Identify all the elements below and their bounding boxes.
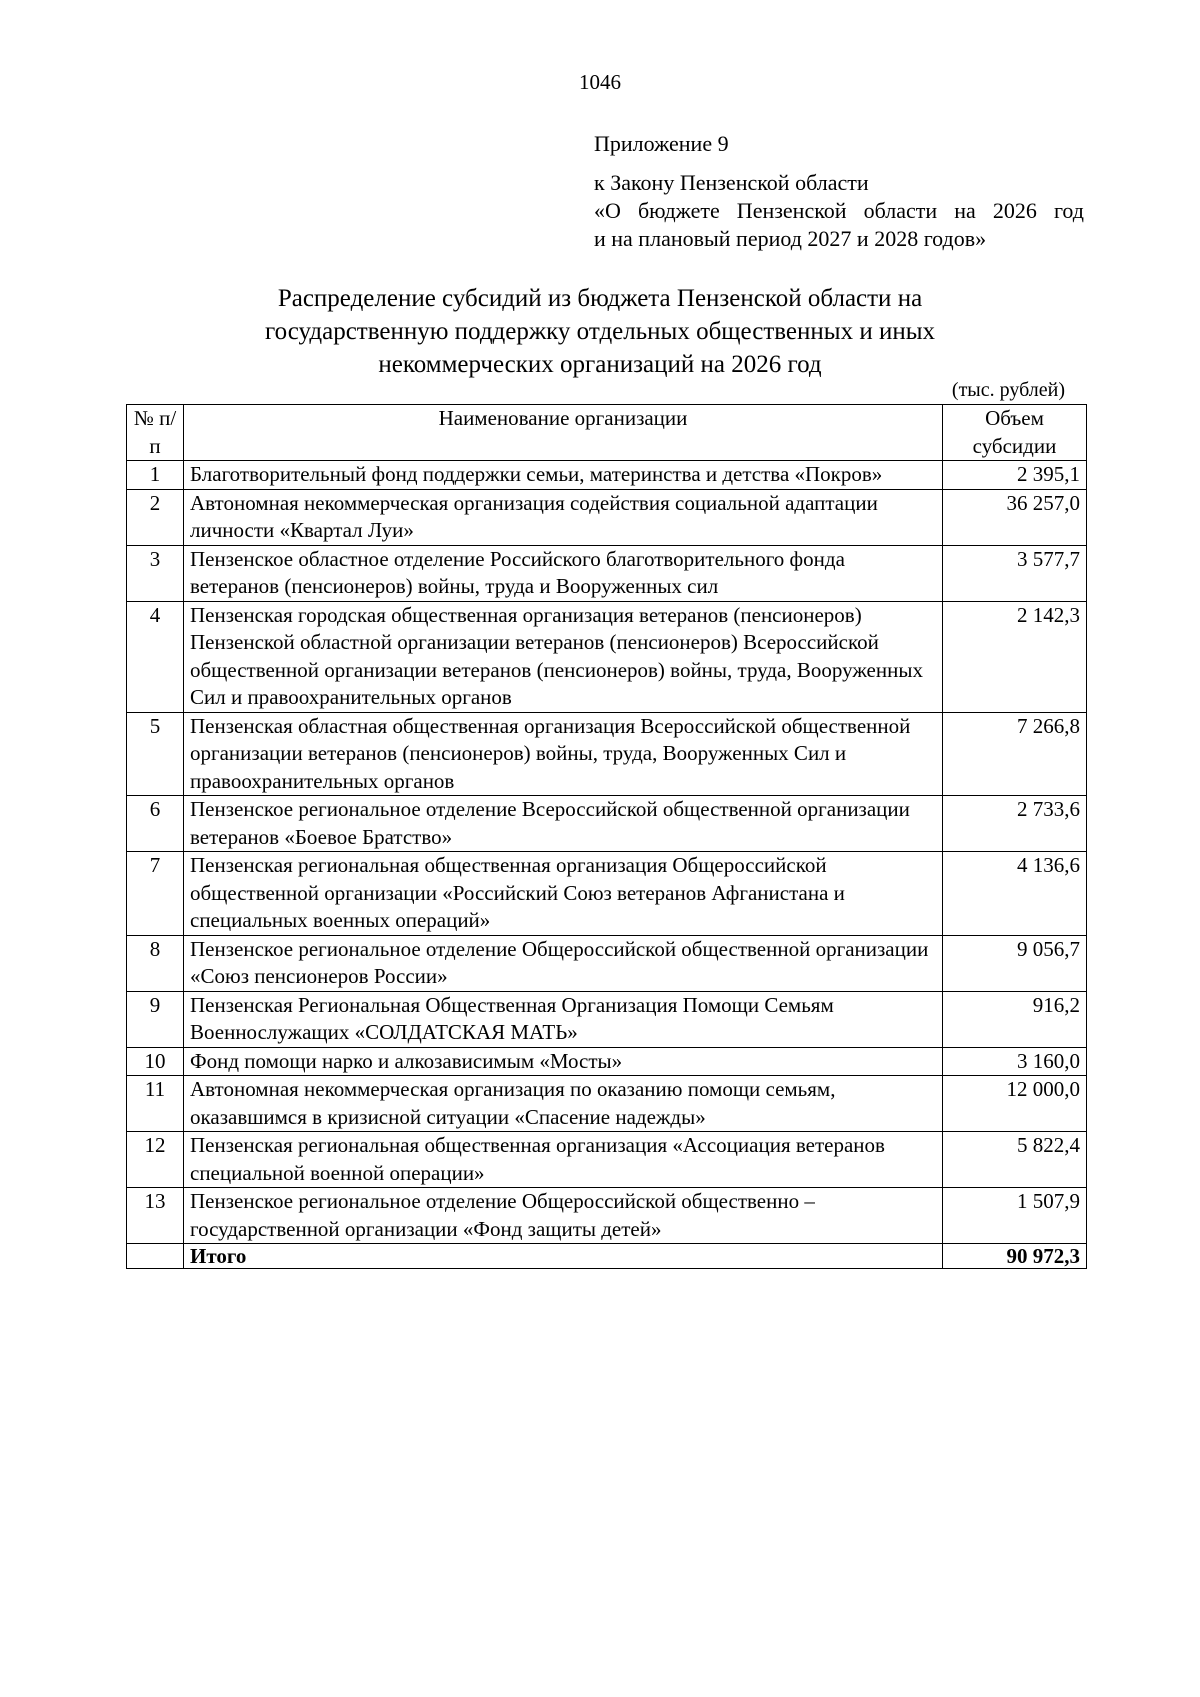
row-num: 4 (127, 601, 184, 712)
subsidy-table (126, 404, 1087, 1269)
row-num: 11 (127, 1076, 184, 1132)
row-name: Автономная некоммерческая организация содействия социальной адаптации личности «Квартал Луи» (184, 489, 943, 545)
row-num: 3 (127, 545, 184, 601)
table-row (127, 1132, 1087, 1188)
table-row (127, 935, 1087, 991)
table-row (127, 796, 1087, 852)
row-num: 7 (127, 852, 184, 936)
row-amount: 5 822,4 (943, 1132, 1087, 1188)
row-num: 10 (127, 1047, 184, 1076)
table-row (127, 461, 1087, 490)
row-num: 5 (127, 712, 184, 796)
row-num: 8 (127, 935, 184, 991)
row-name: Пензенская Региональная Общественная Организация Помощи Семьям Военнослужащих «СОЛДАТСКАЯ МАТЬ» (184, 991, 943, 1047)
appendix-line: к Закону Пензенской области (594, 170, 869, 195)
row-amount: 12 000,0 (943, 1076, 1087, 1132)
table-row (127, 852, 1087, 936)
row-num: 2 (127, 489, 184, 545)
table-row (127, 712, 1087, 796)
total-row (127, 1244, 1087, 1269)
title-line: государственную поддержку отдельных общественных и иных (264, 318, 936, 345)
table-row (127, 601, 1087, 712)
row-amount: 1 507,9 (943, 1188, 1087, 1244)
row-amount: 36 257,0 (943, 489, 1087, 545)
row-num: 6 (127, 796, 184, 852)
appendix-line: «О бюджете Пензенской области на 2026 год (594, 198, 1084, 223)
document-title (150, 282, 1050, 381)
table-row (127, 991, 1087, 1047)
row-name: Пензенская областная общественная организация Всероссийской общественной организации ветеранов (пенсионеров) войны, труда, Вооруженных Сил и правоохранительных органов (184, 712, 943, 796)
row-name: Автономная некоммерческая организация по оказанию помощи семьям, оказавшимся в кризисной ситуации «Спасение надежды» (184, 1076, 943, 1132)
title-line: некоммерческих организаций на 2026 год (378, 351, 822, 378)
row-name: Пензенская городская общественная организация ветеранов (пенсионеров) Пензенской областной организации ветеранов (пенсионеров) Всероссийской общественной организации ветеранов (пенсионеров) войны, труда, Вооруженных Сил и правоохранительных органов (184, 601, 943, 712)
header-name: Наименование организации (184, 405, 943, 461)
row-amount: 7 266,8 (943, 712, 1087, 796)
row-amount: 9 056,7 (943, 935, 1087, 991)
row-amount: 2 395,1 (943, 461, 1087, 490)
table-row (127, 1188, 1087, 1244)
row-num: 12 (127, 1132, 184, 1188)
table-row (127, 545, 1087, 601)
total-label: Итого (184, 1244, 943, 1269)
row-name: Пензенское региональное отделение Общероссийской общественной организации «Союз пенсионеров России» (184, 935, 943, 991)
header-num: № п/п (127, 405, 184, 461)
table-row (127, 489, 1087, 545)
row-num: 13 (127, 1188, 184, 1244)
appendix-title: Приложение 9 (594, 131, 729, 156)
title-line: Распределение субсидий из бюджета Пензенской области на (277, 285, 923, 312)
total-num (127, 1244, 184, 1269)
header-amount: Объем субсидии (943, 405, 1087, 461)
table-row (127, 1076, 1087, 1132)
row-amount: 916,2 (943, 991, 1087, 1047)
row-amount: 3 577,7 (943, 545, 1087, 601)
appendix-line: и на плановый период 2027 и 2028 годов» (594, 226, 987, 251)
row-amount: 3 160,0 (943, 1047, 1087, 1076)
row-amount: 4 136,6 (943, 852, 1087, 936)
row-name: Фонд помощи нарко и алкозависимым «Мосты» (184, 1047, 943, 1076)
row-name: Пензенское областное отделение Российского благотворительного фонда ветеранов (пенсионеров) войны, труда и Вооруженных сил (184, 545, 943, 601)
total-amount: 90 972,3 (943, 1244, 1087, 1269)
table-row (127, 1047, 1087, 1076)
row-name: Пензенская региональная общественная организация «Ассоциация ветеранов специальной военной операции» (184, 1132, 943, 1188)
page-number: 1046 (579, 70, 621, 94)
row-amount: 2 142,3 (943, 601, 1087, 712)
table-header-row (127, 405, 1087, 461)
units-label: (тыс. рублей) (951, 379, 1065, 401)
row-name: Пензенская региональная общественная организация Общероссийской общественной организации «Российский Союз ветеранов Афганистана и специальных военных операций» (184, 852, 943, 936)
row-name: Пензенское региональное отделение Всероссийской общественной организации ветеранов «Боевое Братство» (184, 796, 943, 852)
row-name: Пензенское региональное отделение Общероссийской общественно – государственной организации «Фонд защиты детей» (184, 1188, 943, 1244)
row-num: 9 (127, 991, 184, 1047)
row-name: Благотворительный фонд поддержки семьи, материнства и детства «Покров» (184, 461, 943, 490)
row-amount: 2 733,6 (943, 796, 1087, 852)
row-num: 1 (127, 461, 184, 490)
appendix-block (594, 130, 1084, 253)
